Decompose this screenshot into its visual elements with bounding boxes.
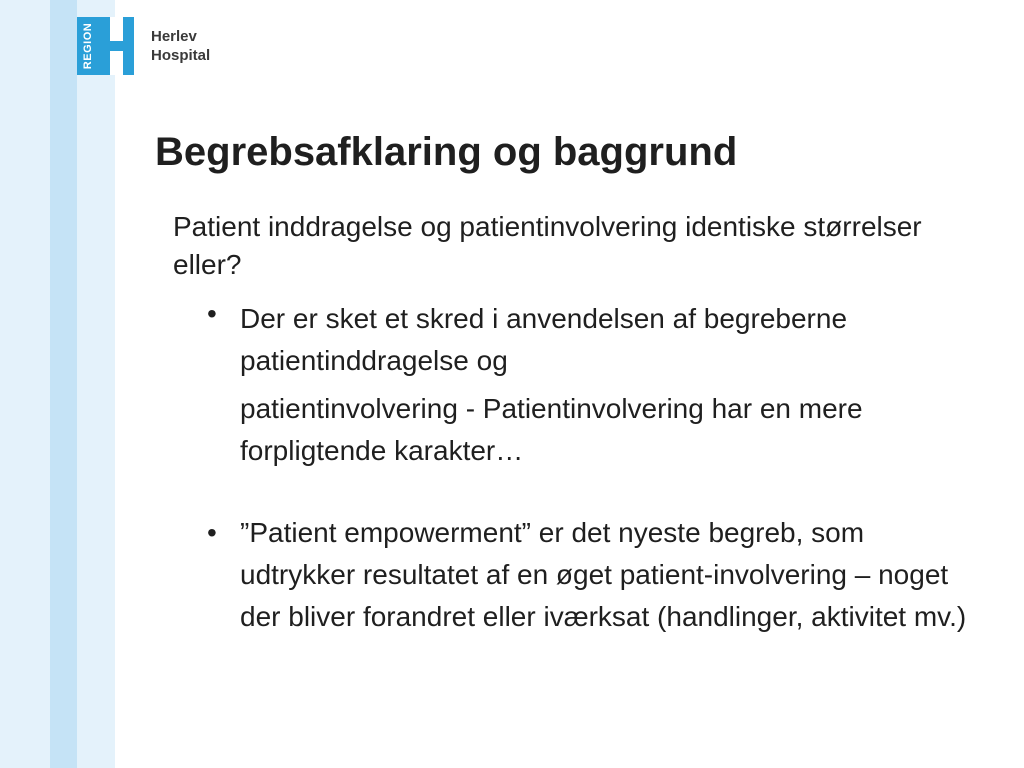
intro-text: Patient inddragelse og patientinvolvering identiske størrelser eller? [173, 211, 922, 280]
bullet-2-text: ”Patient empowerment” er det nyeste begreb, som udtrykker resultatet af en øget patient-involvering – noget der bliver forandret eller iværksat (handlinger, aktivitet mv.) [240, 517, 967, 632]
bullet-marker-1: • [207, 298, 217, 329]
bullet-marker-2: • [207, 517, 217, 548]
logo-h-bottom [99, 51, 134, 75]
logo-name-line1: Herlev [151, 28, 197, 45]
bullet-list [207, 298, 967, 638]
side-stripe-inner [77, 0, 115, 768]
logo-name-line2: Hospital [151, 47, 211, 64]
bullet-item-2 [207, 512, 967, 638]
slide-title: Begrebsafklaring og baggrund [155, 130, 738, 174]
hospital-logo [77, 17, 227, 77]
logo-region-block [77, 17, 99, 75]
region-h-logo-icon [77, 17, 134, 75]
logo-h-crossbar [99, 41, 134, 51]
logo-h-top [99, 17, 134, 41]
bullet-item-1 [207, 298, 967, 472]
bullet-1-part2: patientinvolvering - Patientinvolvering har en mere forpligtende karakter… [240, 393, 863, 466]
side-stripe-outer [0, 0, 50, 768]
side-stripe-middle [50, 0, 77, 768]
logo-hospital-name [151, 27, 210, 65]
bullet-1-part1: Der er sket et skred i anvendelsen af begreberne patientinddragelse og [240, 303, 848, 376]
logo-region-text: REGION [82, 22, 94, 70]
